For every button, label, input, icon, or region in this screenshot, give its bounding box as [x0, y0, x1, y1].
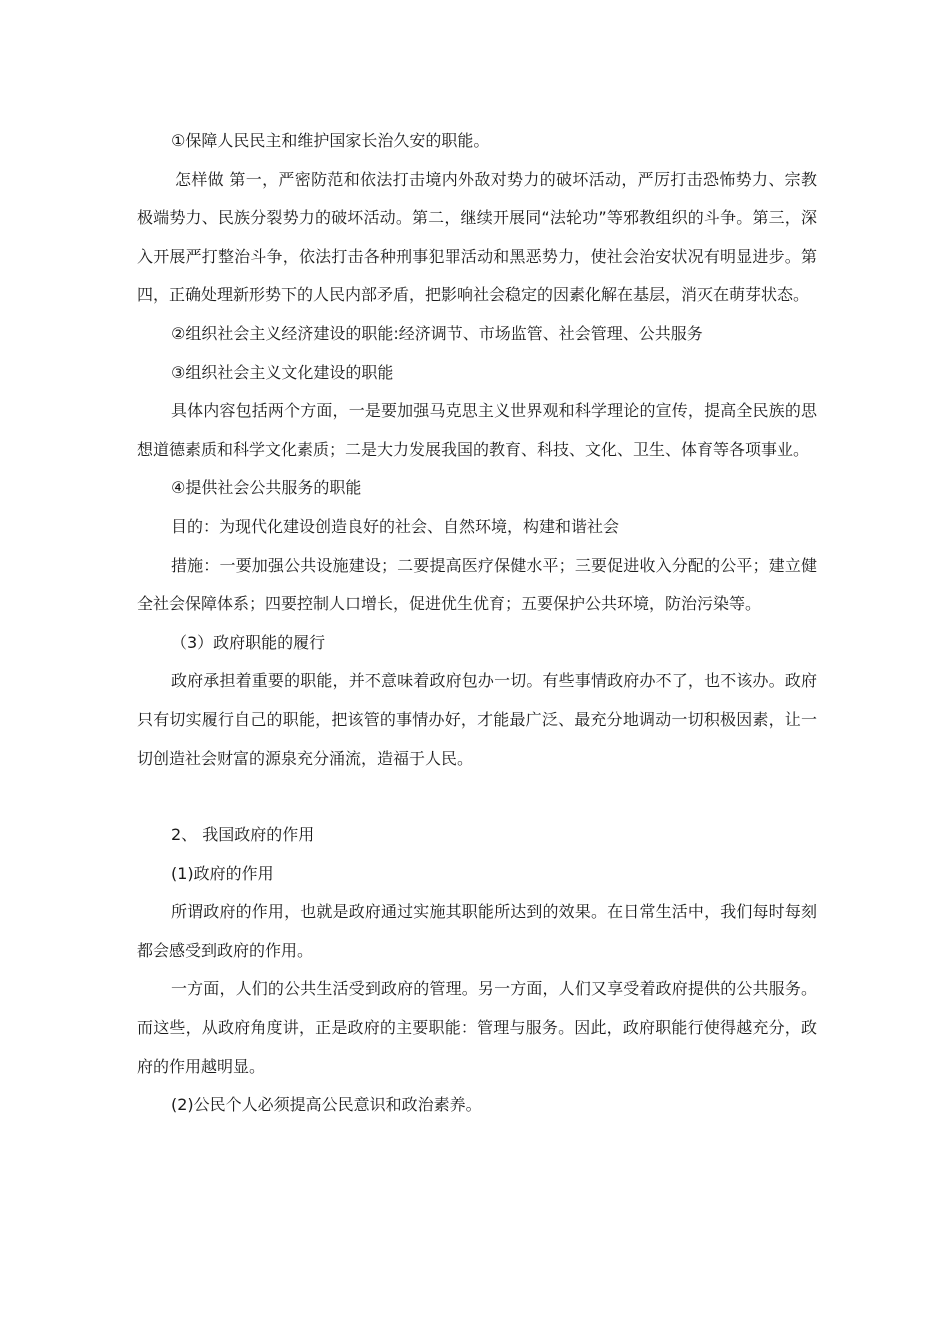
- paragraph-function-2-heading: ②组织社会主义经济建设的职能:经济调节、市场监管、社会管理、公共服务: [171, 323, 703, 343]
- blank-line: [137, 778, 817, 816]
- paragraph-section-3-heading: （3）政府职能的履行: [171, 632, 326, 652]
- paragraph-citizen-heading: (2)公民个人必须提高公民意识和政治素养。: [171, 1095, 482, 1115]
- paragraph-part-2-heading: 2、 我国政府的作用: [171, 825, 315, 845]
- paragraph-culture-content: 具体内容包括两个方面，一是要加强马克思主义世界观和科学理论的宣传，提高全民族的思想道德素质和科学文化素质；二是大力发展我国的教育、科技、文化、卫生、体育等各项事业。: [137, 401, 817, 459]
- paragraph-role-heading: (1)政府的作用: [171, 863, 274, 883]
- paragraph-function-3-heading: ③组织社会主义文化建设的职能: [171, 362, 394, 382]
- paragraph-role-explanation: 一方面，人们的公共生活受到政府的管理。另一方面，人们又享受着政府提供的公共服务。而这些，从政府角度讲，正是政府的主要职能：管理与服务。因此，政府职能行使得越充分，政府的作用越明显。: [137, 979, 817, 1076]
- paragraph-how-to-do: 怎样做 第一，严密防范和依法打击境内外敌对势力的破坏活动，严厉打击恐怖势力、宗教极端势力、民族分裂势力的破坏活动。第二，继续开展同“法轮功”等邪教组织的斗争。第三，深入开展严打整治斗争，依法打击各种刑事犯罪活动和黑恶势力，使社会治安状况有明显进步。第四，正确处理新形势下的人民内部矛盾，把影响社会稳定的因素化解在基层，消灭在萌芽状态。: [137, 169, 817, 305]
- paragraph-function-4-heading: ④提供社会公共服务的职能: [171, 478, 362, 498]
- paragraph-function-performance: 政府承担着重要的职能，并不意味着政府包办一切。有些事情政府办不了，也不该办。政府只有切实履行自己的职能，把该管的事情办好，才能最广泛、最充分地调动一切积极因素，让一切创造社会财富的源泉充分涌流，造福于人民。: [137, 671, 817, 768]
- paragraph-function-1-heading: ①保障人民民主和维护国家长治久安的职能。: [171, 131, 490, 150]
- paragraph-role-definition: 所谓政府的作用，也就是政府通过实施其职能所达到的效果。在日常生活中，我们每时每刻都会感受到政府的作用。: [137, 902, 817, 960]
- document-body: [137, 122, 817, 1125]
- paragraph-measures: 措施：一要加强公共设施建设；二要提高医疗保健水平；三要促进收入分配的公平；建立健全社会保障体系；四要控制人口增长，促进优生优育；五要保护公共环境，防治污染等。: [137, 555, 817, 614]
- paragraph-purpose: 目的：为现代化建设创造良好的社会、自然环境，构建和谐社会: [171, 516, 620, 536]
